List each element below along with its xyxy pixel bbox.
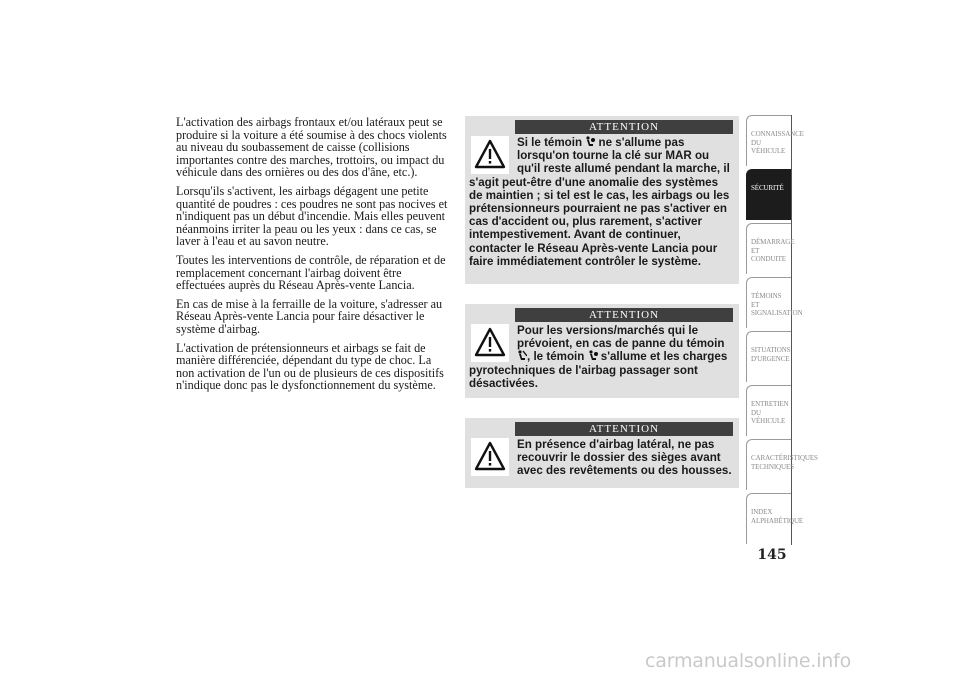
warning-text: En présence d'airbag latéral, ne pas recouvrir le dossier des sièges avant avec des revêtements ou des housses. <box>517 438 732 478</box>
paragraph: L'activation des airbags frontaux et/ou latéraux peut se produire si la voiture a été soumise à des chocs violents au niveau du soubassement de caisse (collisions importantes contre des marches, trottoirs, ou impact du véhicule dans des ornières ou des dos d'âne, etc.). <box>176 115 447 180</box>
warning-header: ATTENTION <box>515 308 733 322</box>
paragraph: En cas de mise à la ferraille de la voiture, s'adresser au Réseau Après-vente Lancia pour faire désactiver le système d'airbag. <box>176 296 443 336</box>
airbag-warning-icon <box>588 350 598 362</box>
warning-text: Pour les versions/marchés qui le prévoient, en cas de panne du témoin , le témoin s'allume et les charges pyrotechniques de l'airbag passager sont désactivées. <box>469 324 728 390</box>
tab-index-alphabetique[interactable]: INDEX ALPHABÉTIQUE <box>746 493 791 544</box>
warning-box-2 <box>465 304 739 398</box>
tab-demarrage-et-conduite[interactable]: DÉMARRAGE ET CONDUITE <box>746 223 791 274</box>
paragraph: L'activation de prétensionneurs et airbags se fait de manière différenciée, dépendant du type de choc. La non activation de l'un ou de plusieurs de ces dispositifs n'indique donc pas le dysfonctionnement du système. <box>176 340 444 393</box>
warning-text: Si le témoin ne s'allume pas lorsqu'on tourne la clé sur MAR ou qu'il reste allumé pendant la marche, il s'agit peut-être d'une anomalie des systèmes de maintien ; si tel est le cas, les airbags ou les prétensionneurs pourraient ne pas s'activer en cas d'accident ou, plus rarement, s'activer intempestivement. Avant de continuer, contacter le Réseau Après-vente Lancia pour faire immédiatement contrôler le système. <box>469 136 730 268</box>
paragraph: Lorsqu'ils s'activent, les airbags dégagent une petite quantité de poudres : ces poudres ne sont pas nocives et n'indiquent pas un début d'incendie. Mais elles peuvent néanmoins irriter la peau ou les yeux : dans ce cas, se laver à l'eau et au savon neutre. <box>176 183 448 249</box>
warning-header: ATTENTION <box>515 422 733 436</box>
section-sidebar <box>746 115 818 545</box>
tab-caracteristiques-techniques[interactable]: CARACTÉRISTIQUES TECHNIQUES <box>746 439 791 490</box>
paragraph: Toutes les interventions de contrôle, de réparation et de remplacement concernant l'airbag doivent être effectuées auprès du Réseau Après-vente Lancia. <box>176 252 446 293</box>
passenger-airbag-off-icon <box>517 350 527 362</box>
tab-securite[interactable]: SÉCURITÉ <box>746 169 791 220</box>
tab-situations-d-urgence[interactable]: SITUATIONS D'URGENCE <box>746 331 791 382</box>
tab-entretien-du-vehicule[interactable]: ENTRETIEN DU VÉHICULE <box>746 385 791 436</box>
watermark: carmanualsonline.info <box>645 650 852 672</box>
warning-box-3 <box>465 418 739 488</box>
body-text-column <box>176 116 448 398</box>
airbag-warning-icon <box>585 136 595 148</box>
warning-box-1 <box>465 116 739 284</box>
tab-connaissance-du-vehicule[interactable]: CONNAISSANCE DU VÉHICULE <box>746 115 791 166</box>
page-number: 145 <box>757 547 787 563</box>
warning-triangle-icon <box>471 324 509 362</box>
warning-header: ATTENTION <box>515 120 733 134</box>
warning-triangle-icon <box>471 136 509 174</box>
tab-temoins-et-signalisation[interactable]: TÉMOINS ET SIGNALISATION <box>746 277 791 328</box>
warning-triangle-icon <box>471 438 509 476</box>
